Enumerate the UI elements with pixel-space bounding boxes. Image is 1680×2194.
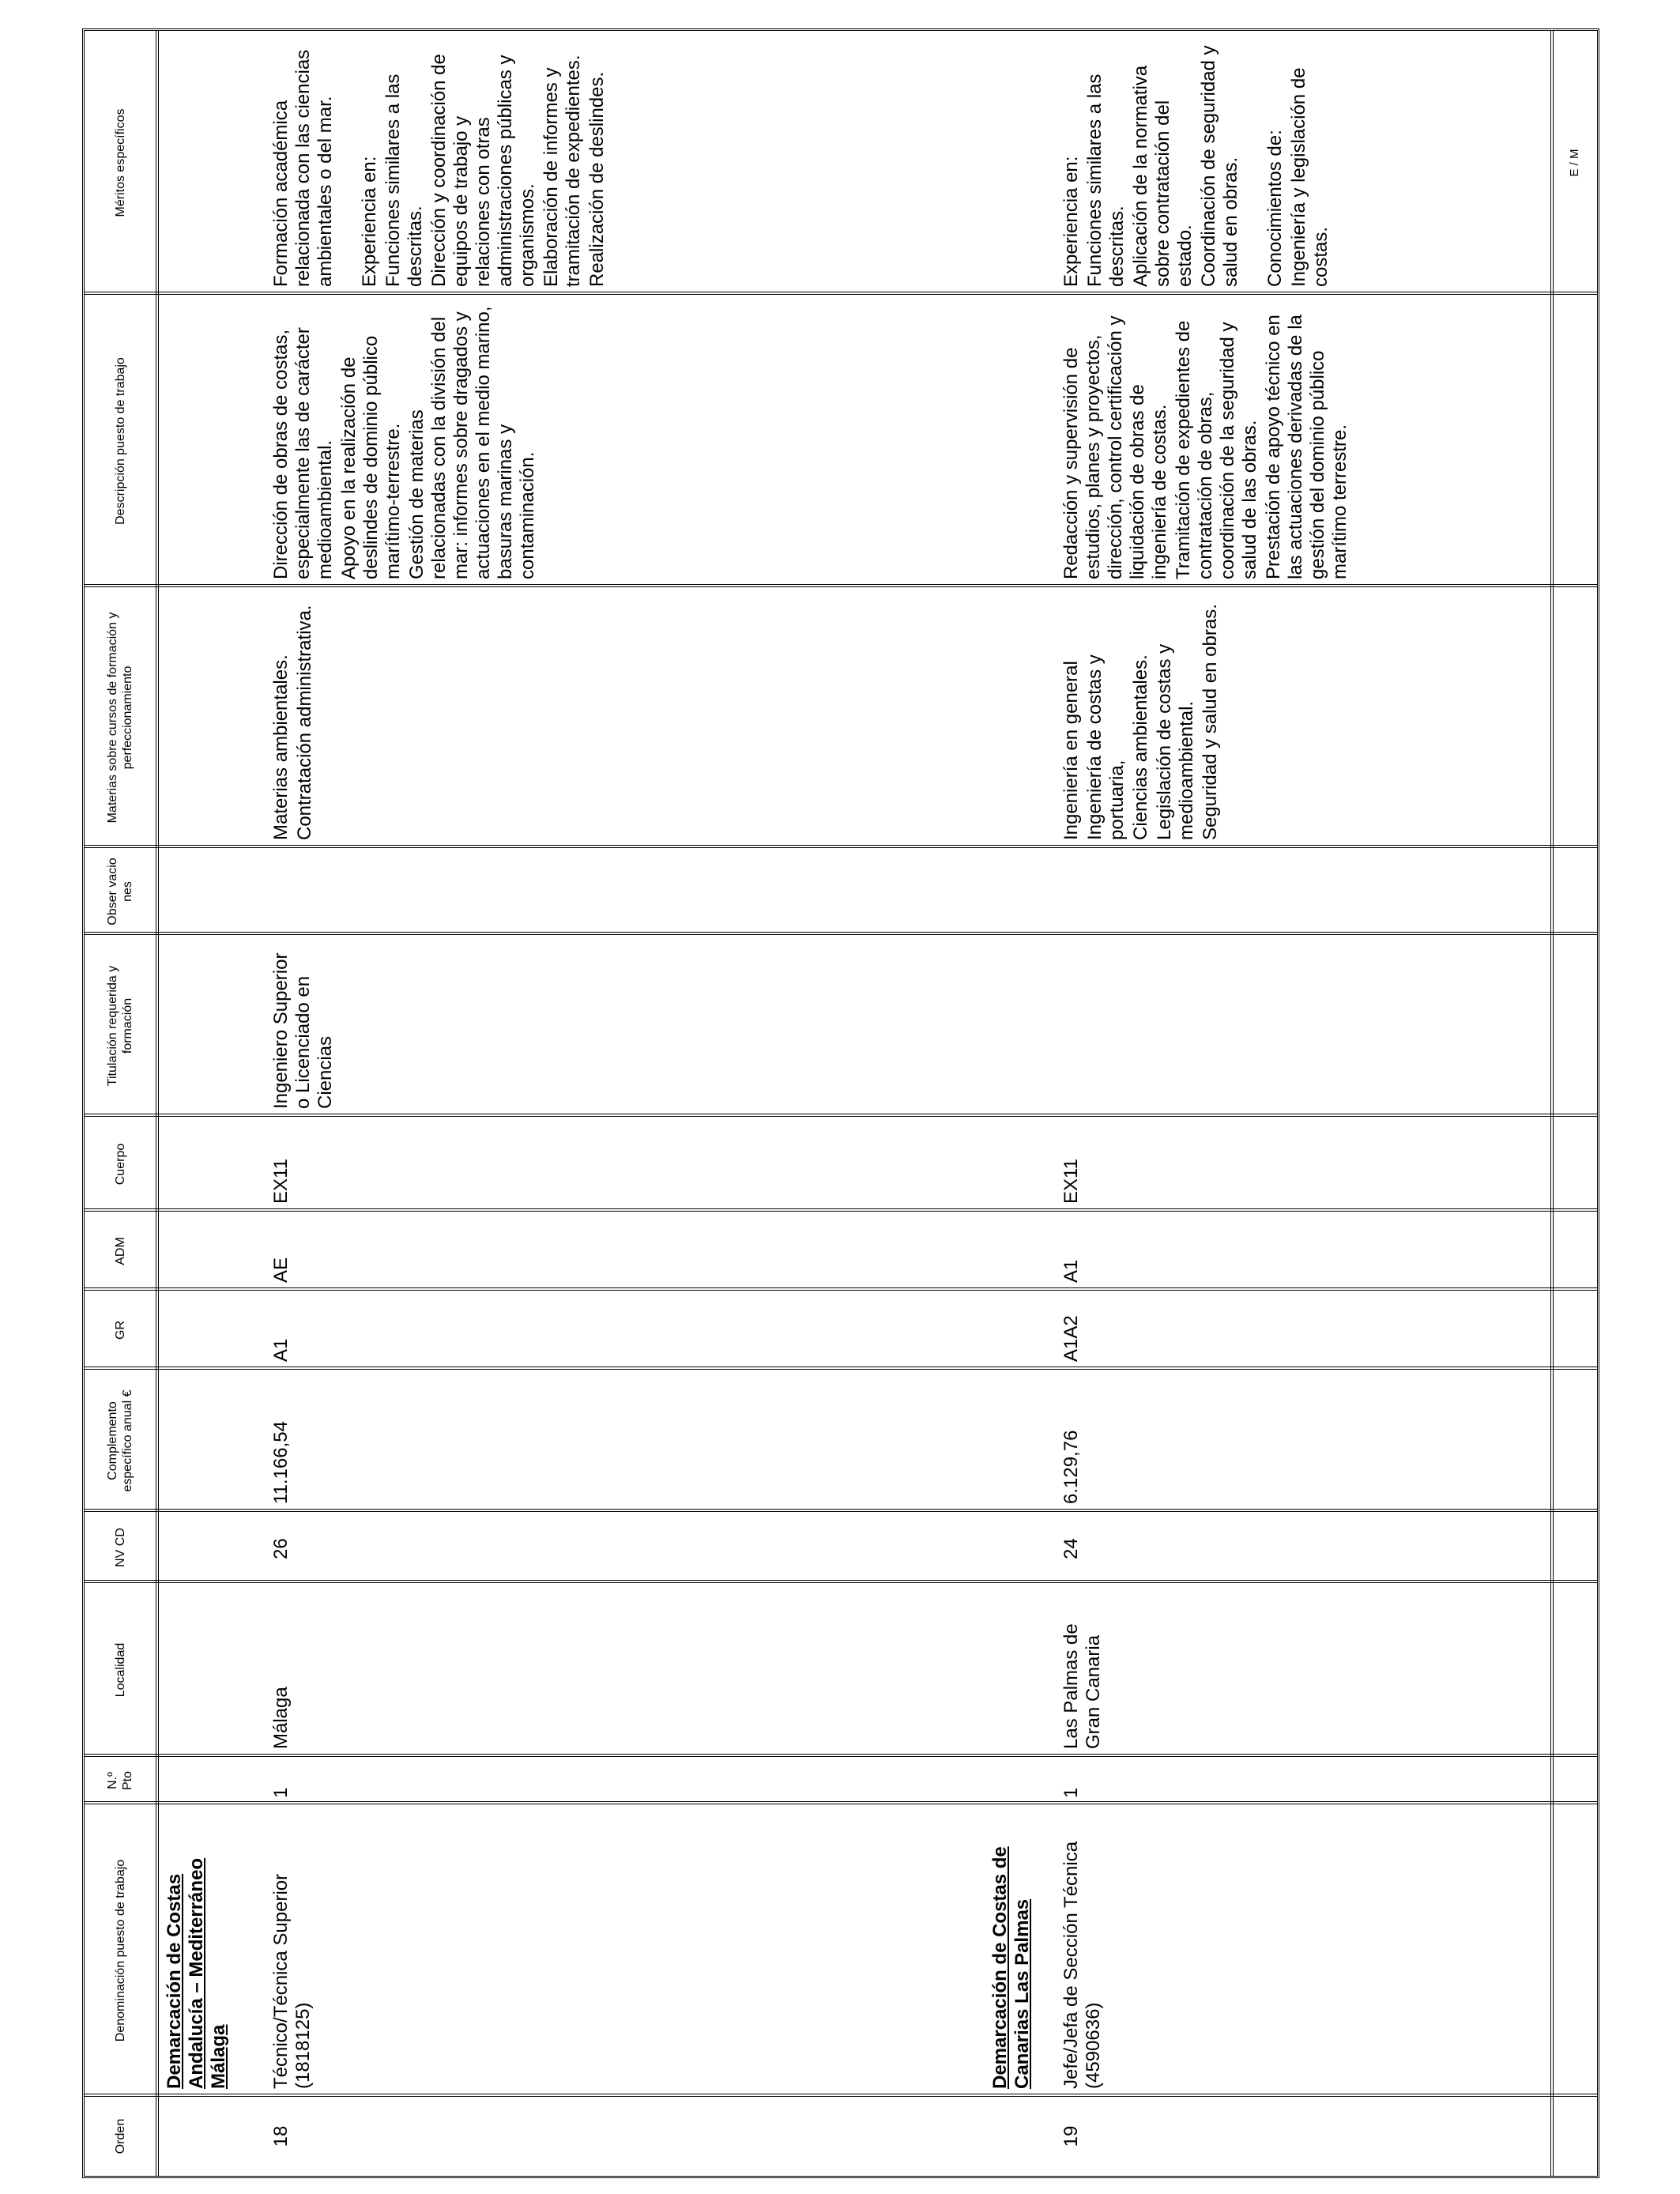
descripcion-item: Prestación de apoyo técnico en las actuaciones derivadas de la gestión del dominio público marítimo terrestre.	[1263, 315, 1350, 579]
merito-item: Realización de deslindes.	[586, 71, 608, 287]
row-cuerpo: EX11	[270, 1159, 292, 1204]
materia-item: Materias ambientales.	[270, 654, 292, 840]
col-sep	[85, 1801, 1597, 1804]
col-sep	[85, 845, 1597, 848]
merito-item: Formación académica relacionada con las ciencias ambientales o del mar.	[270, 49, 336, 287]
merito-item: Experiencia en:	[359, 156, 380, 287]
row-titulacion: Ingeniero Superior o Licenciado en Ciencias	[270, 952, 336, 1109]
header-titulacion: Titulación requerida y formación	[106, 965, 134, 1087]
col-sep	[85, 1367, 1597, 1370]
row-materias	[1060, 595, 1222, 840]
merito-item: Funciones similares a las descritas.	[382, 74, 426, 287]
materia-item: Contratación administrativa.	[294, 605, 315, 840]
row-adm: A1	[1060, 1259, 1082, 1283]
header-gr: GR	[113, 1321, 127, 1340]
header-meritos: Méritos específicos	[113, 108, 127, 217]
header-rule	[156, 31, 159, 2176]
merito-item: Conocimientos de:	[1264, 130, 1286, 287]
header-adm: ADM	[113, 1237, 127, 1265]
header-npto: N.º Pto	[106, 1771, 134, 1791]
col-sep	[85, 292, 1597, 295]
header-materias: Materias sobre cursos de formación y perfeccionamiento	[106, 612, 134, 824]
descripcion-item: Gestión de materias relacionadas con la división del mar: informes sobre dragados y actuaciones en el medio marino, basuras marinas y contaminación.	[406, 306, 538, 579]
section-title: Demarcación de Costas Andalucía – Mediterráneo Málaga	[164, 1857, 229, 2089]
col-sep	[85, 1509, 1597, 1512]
header-observaciones: Obser vacio nes	[106, 858, 134, 925]
descripcion-item: Tramitación de expedientes de contratación de obras, coordinación de la seguridad y salud de las obras.	[1173, 320, 1260, 579]
section-title: Demarcación de Costas de Canarias Las Palmas	[989, 1846, 1033, 2089]
merito-item: Aplicación de la normativa sobre contratación del estado.	[1130, 65, 1196, 287]
row-localidad: Málaga	[270, 1687, 292, 1749]
descripcion-item: Apoyo en la realización de deslindes de dominio público marítimo-terrestre.	[338, 335, 404, 579]
col-sep	[85, 1287, 1597, 1291]
materia-item: Seguridad y salud en obras.	[1200, 604, 1221, 840]
col-sep	[85, 1580, 1597, 1583]
em-column-rule	[1550, 31, 1554, 2176]
header-localidad: Localidad	[113, 1642, 127, 1698]
merito-item: Experiencia en:	[1060, 156, 1082, 287]
row-descripcion	[1060, 299, 1351, 579]
col-sep	[85, 1208, 1597, 1212]
row-descripcion	[270, 299, 539, 579]
col-sep	[85, 2094, 1597, 2097]
header-nvcd: NV CD	[113, 1528, 127, 1567]
col-sep	[85, 584, 1597, 587]
row-meritos	[1060, 34, 1332, 287]
row-complemento: 11.166,54	[270, 1421, 292, 1504]
row-nvcd: 26	[270, 1538, 292, 1559]
row-complemento: 6.129,76	[1060, 1430, 1082, 1504]
row-cuerpo: EX11	[1060, 1159, 1082, 1204]
row-npto: 1	[1060, 1787, 1082, 1798]
col-sep	[85, 932, 1597, 935]
row-denominacion: Jefe/Jefa de Sección Técnica (4590636)	[1060, 1841, 1104, 2089]
merito-item: Ingeniería y legislación de costas.	[1288, 67, 1332, 287]
row-gr: A1	[270, 1338, 292, 1362]
materia-item: Ingeniería en general	[1060, 661, 1082, 840]
merito-item: Coordinación de seguridad y salud en obras.	[1198, 45, 1241, 287]
merito-item: Dirección y coordinación de equipos de trabajo y relaciones con otras administraciones públicas y organismos.	[428, 54, 538, 287]
header-cuerpo: Cuerpo	[113, 1143, 127, 1186]
row-denominacion: Técnico/Técnica Superior (1818125)	[270, 1873, 314, 2089]
row-npto: 1	[270, 1787, 292, 1798]
row-orden: 18	[270, 2125, 292, 2147]
merito-item: Funciones similares a las descritas.	[1084, 74, 1128, 287]
header-complemento: Complemento específico anual €	[106, 1389, 134, 1492]
row-localidad: Las Palmas de Gran Canaria	[1060, 1623, 1104, 1749]
col-sep	[85, 1114, 1597, 1117]
row-meritos	[270, 34, 608, 287]
materia-item: Ciencias ambientales.	[1130, 654, 1151, 840]
materia-item: Legislación de costas y medioambiental.	[1154, 643, 1197, 840]
header-em: E / M	[1567, 149, 1581, 177]
header-descripcion: Descripción puesto de trabajo	[113, 357, 127, 525]
materia-item: Ingeniería de costas y portuaria,	[1084, 654, 1128, 840]
header-orden: Orden	[113, 2118, 127, 2154]
merito-item: Elaboración de informes y tramitación de expedientes.	[541, 55, 584, 287]
row-orden: 19	[1060, 2125, 1082, 2147]
row-gr: A1A2	[1060, 1315, 1082, 1362]
row-materias	[270, 595, 316, 840]
descripcion-item: Redacción y supervisión de estudios, planes y proyectos, dirección, control certificación y liquidación de obras de ingeniería de costas.	[1060, 315, 1170, 579]
col-sep	[85, 1754, 1597, 1757]
table-frame	[82, 28, 1599, 2178]
row-adm: AE	[270, 1257, 292, 1283]
header-denominacion: Denominación puesto de trabajo	[113, 1859, 127, 2042]
descripcion-item: Dirección de obras de costas, especialmente las de carácter medioambiental.	[270, 327, 336, 579]
row-nvcd: 24	[1060, 1538, 1082, 1559]
